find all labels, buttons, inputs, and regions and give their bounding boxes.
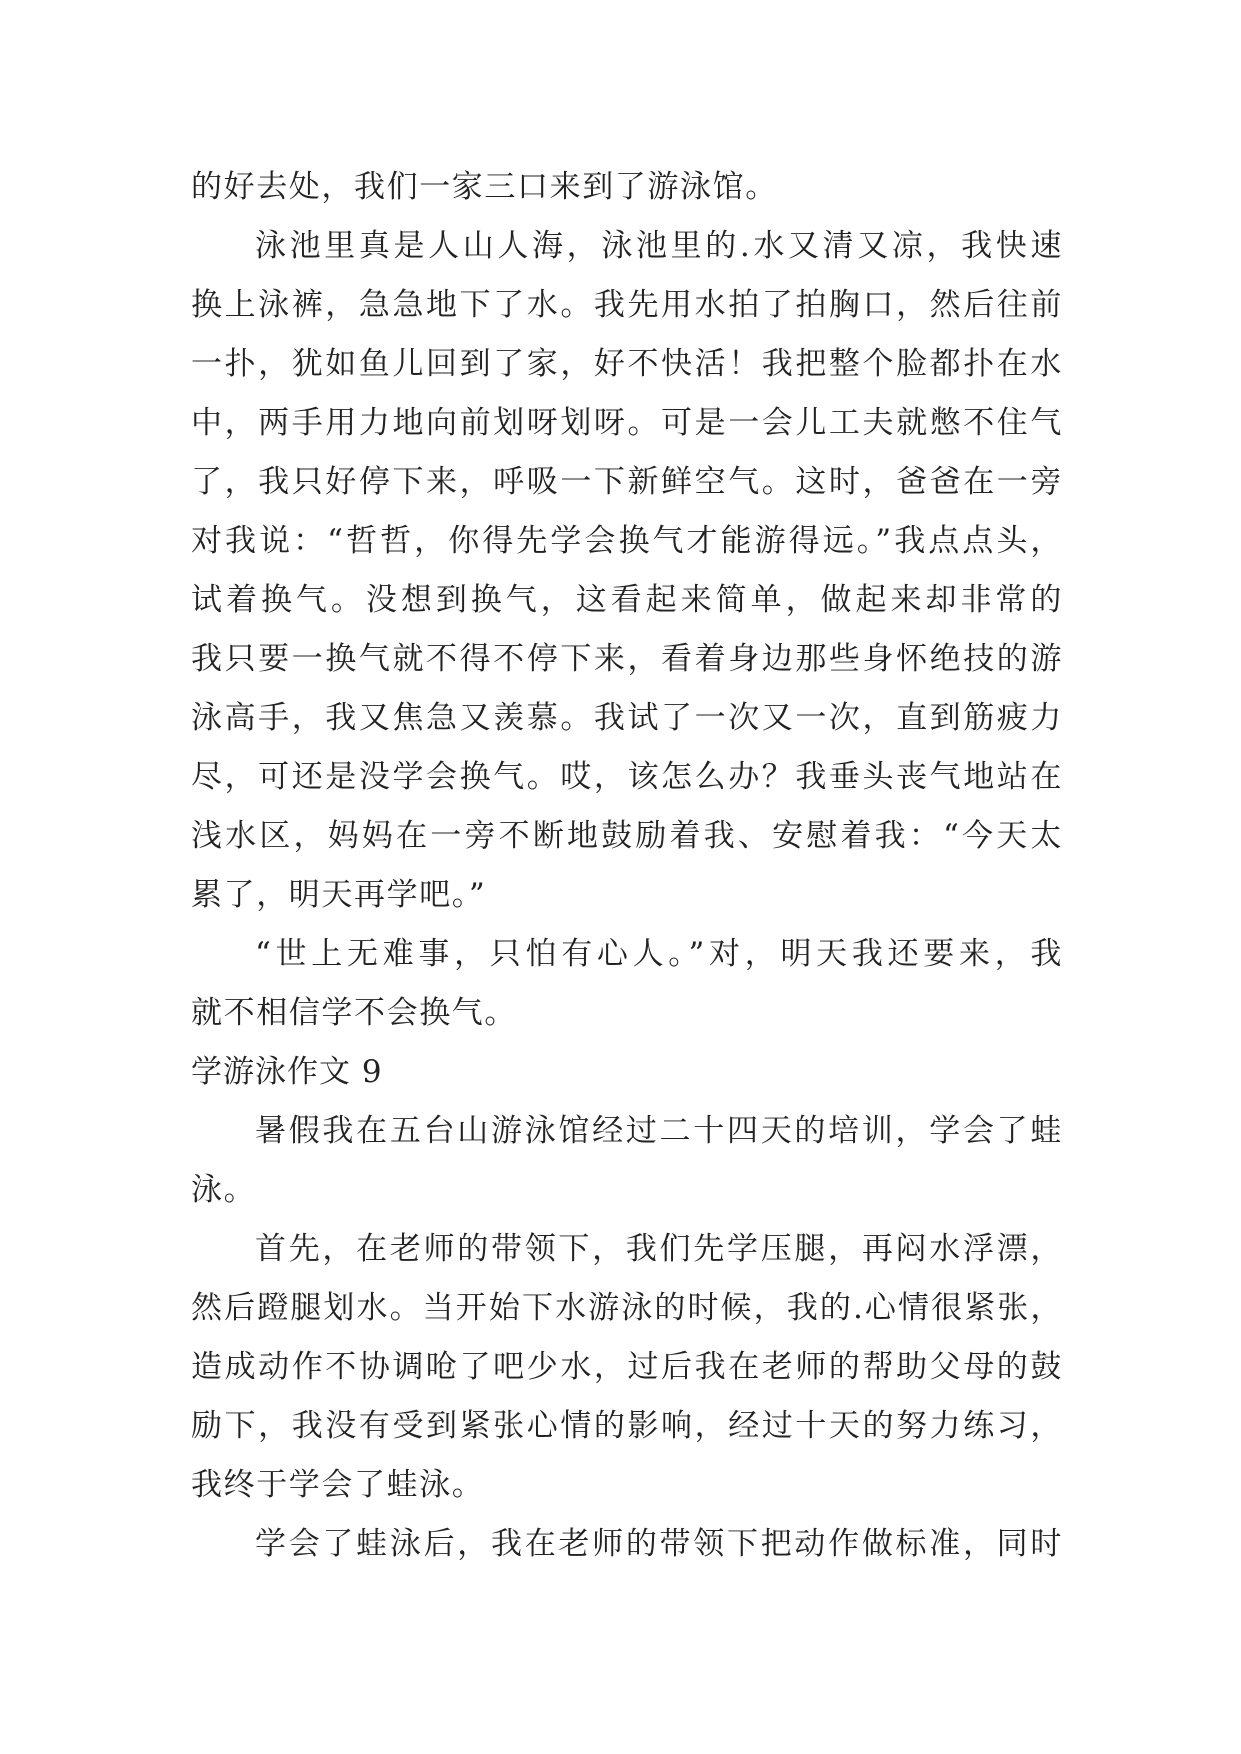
text-line: 中，两手用力地向前划呀划呀。可是一会儿工夫就憋不住气 [191,405,1063,441]
document-body [191,158,1063,1574]
text-line: 泳。 [191,1172,257,1208]
text-line: 学会了蛙泳后，我在老师的带领下把动作做标准，同时 [255,1526,1063,1562]
text-line: 造成动作不协调呛了吧少水，过后我在老师的帮助父母的鼓 [191,1349,1063,1385]
section-heading: 学游泳作文 9 [191,1054,383,1090]
text-line: 暑假我在五台山游泳馆经过二十四天的培训，学会了蛙 [255,1113,1063,1149]
text-line: “世上无难事，只怕有心人。”对，明天我还要来，我 [255,936,1063,972]
text-line: 了，我只好停下来，呼吸一下新鲜空气。这时，爸爸在一旁 [191,464,1063,500]
text-line: 然后蹬腿划水。当开始下水游泳的时候，我的.心情很紧张， [191,1290,1063,1326]
text-line: 尽，可还是没学会换气。哎，该怎么办？我垂头丧气地站在 [191,759,1063,795]
text-line: 首先，在老师的带领下，我们先学压腿，再闷水浮漂， [255,1231,1063,1267]
text-line: 一扑，犹如鱼儿回到了家，好不快活！我把整个脸都扑在水 [191,346,1063,382]
text-line: 泳高手，我又焦急又羡慕。我试了一次又一次，直到筋疲力 [191,700,1063,736]
text-line: 就不相信学不会换气。 [191,995,517,1031]
text-line: 试着换气。没想到换气，这看起来简单，做起来却非常的 [191,582,1063,618]
text-line: 泳池里真是人山人海，泳池里的.水又清又凉，我快速 [255,228,1063,264]
text-line: 励下，我没有受到紧张心情的影响，经过十天的努力练习， [191,1408,1063,1444]
text-line: 浅水区，妈妈在一旁不断地鼓励着我、安慰着我：“今天太 [191,818,1063,854]
text-line: 的好去处，我们一家三口来到了游泳馆。 [191,169,778,205]
text-line: 我终于学会了蛙泳。 [191,1467,485,1503]
text-line: 对我说：“哲哲，你得先学会换气才能游得远。”我点点头， [191,523,1063,559]
text-line: 累了，明天再学吧。” [191,877,487,913]
text-line: 换上泳裤，急急地下了水。我先用水拍了拍胸口，然后往前 [191,287,1063,323]
text-line: 我只要一换气就不得不停下来，看着身边那些身怀绝技的游 [191,641,1063,677]
